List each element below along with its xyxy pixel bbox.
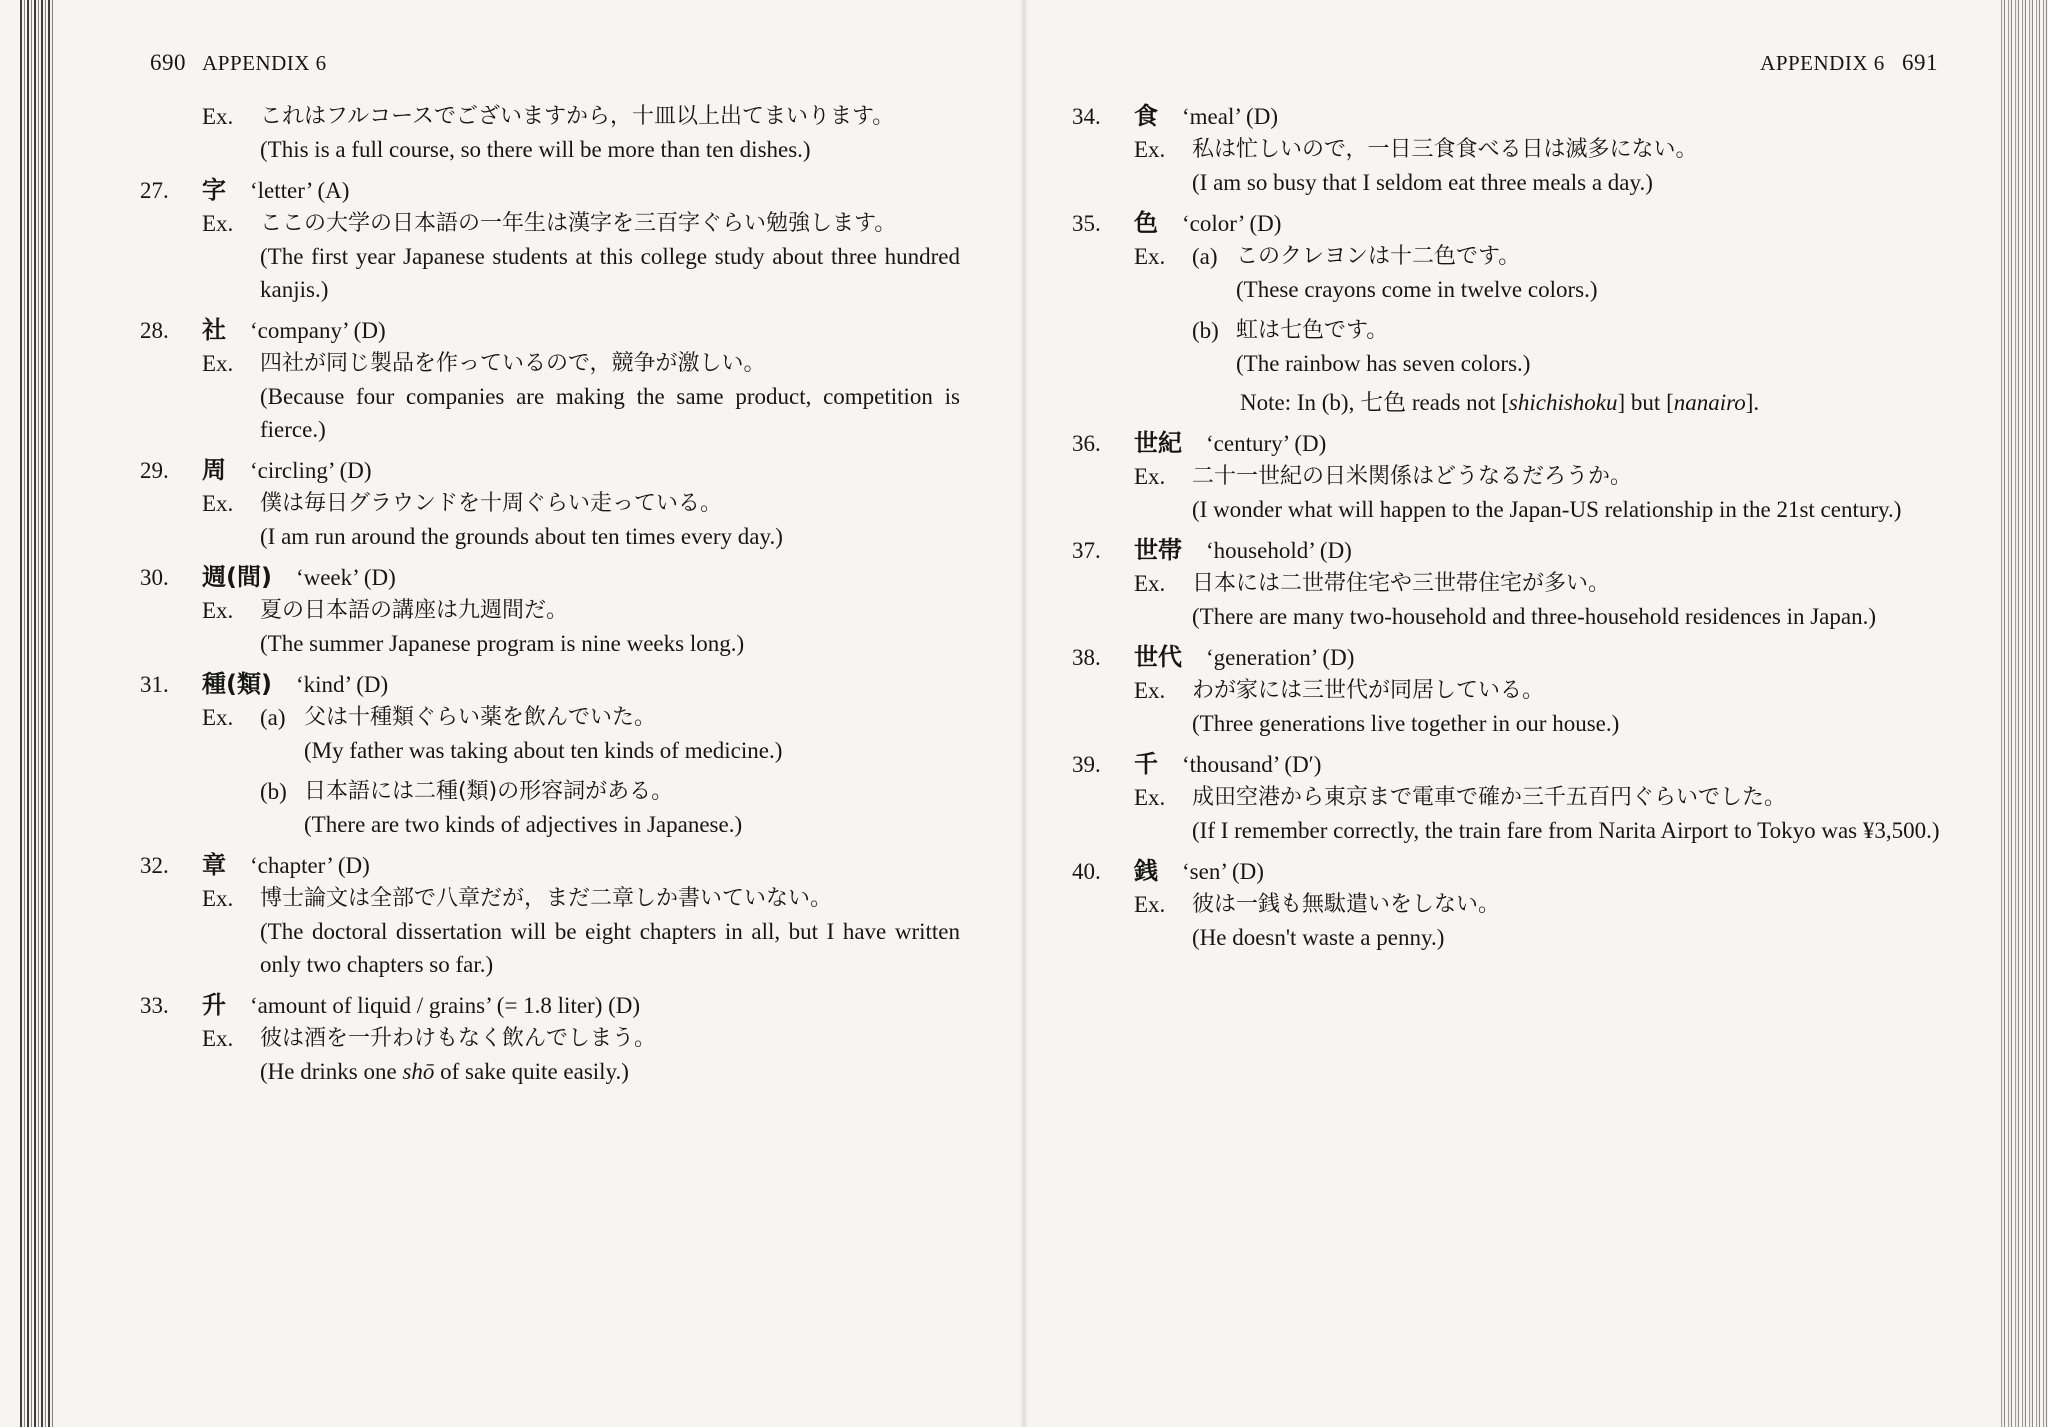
left-content	[140, 100, 960, 1088]
example-translation: (These crayons come in twelve colors.)	[1236, 277, 1598, 302]
sub-example-b	[260, 775, 960, 841]
reading-note	[1240, 386, 1952, 419]
entry-kanji: 種(類)	[202, 670, 272, 698]
example-label: Ex.	[202, 491, 234, 516]
entry-meaning: ‘chapter’ (D)	[250, 853, 370, 878]
example-translation	[260, 1055, 960, 1088]
note-part: ].	[1745, 390, 1760, 415]
left-page-number: 690	[150, 50, 186, 75]
entry-kanji: 章	[202, 851, 226, 879]
example-translation: (The rainbow has seven colors.)	[1236, 351, 1531, 376]
entry-number: 28.	[140, 318, 169, 343]
example-translation: (There are many two-household and three-household residences in Japan.)	[1192, 604, 1877, 629]
entry-36	[1072, 427, 1952, 526]
example-translation: (Three generations live together in our house.)	[1192, 711, 1620, 736]
example-japanese: 僕は毎日グラウンドを十周ぐらい走っている。	[260, 491, 723, 516]
entry-meaning: ‘thousand’ (D′)	[1182, 752, 1322, 777]
entry-number: 36.	[1072, 431, 1101, 456]
right-page	[1024, 0, 2048, 1427]
entry-number: 34.	[1072, 104, 1101, 129]
example-label: Ex.	[202, 104, 234, 129]
example-japanese: これはフルコースでございますから，十皿以上出てまいります。	[260, 104, 895, 129]
example-translation: (This is a full course, so there will be more than ten dishes.)	[260, 137, 811, 162]
entry-number: 31.	[140, 672, 169, 697]
entry-meaning: ‘kind’ (D)	[295, 672, 389, 697]
entry-kanji: 色	[1134, 209, 1158, 237]
example-label: Ex.	[1134, 678, 1166, 703]
entry-meaning: ‘week’ (D)	[295, 565, 396, 590]
example-label: Ex.	[1134, 244, 1166, 269]
example-japanese: 私は忙しいので，一日三食食べる日は滅多にない。	[1192, 137, 1698, 162]
sub-tag: (b)	[1192, 318, 1219, 343]
note-italic: nanairo	[1673, 390, 1746, 415]
entry-meaning: ‘household’ (D)	[1206, 538, 1352, 563]
entry-meaning: ‘letter’ (A)	[250, 178, 350, 203]
right-page-number: 691	[1902, 50, 1938, 75]
entry-39	[1072, 748, 1952, 847]
example-translation: (The summer Japanese program is nine weeks long.)	[260, 631, 745, 656]
entry-40	[1072, 855, 1952, 954]
entry-number: 32.	[140, 853, 169, 878]
example-translation: (He doesn't waste a penny.)	[1192, 925, 1445, 950]
entry-kanji: 升	[202, 991, 226, 1019]
entry-meaning: ‘century’ (D)	[1206, 431, 1327, 456]
note-italic: shichishoku	[1508, 390, 1618, 415]
example-label: Ex.	[1134, 571, 1166, 596]
entry-29	[140, 454, 960, 553]
example-japanese: 彼は酒を一升わけもなく飲んでしまう。	[260, 1026, 657, 1051]
entry-kanji: 世紀	[1134, 429, 1182, 457]
example-translation: (The doctoral dissertation will be eight chapters in all, but I have written only two chapters so far.)	[260, 919, 960, 977]
example-label: Ex.	[1134, 137, 1166, 162]
sub-tag: (b)	[260, 779, 287, 804]
example-translation: (The first year Japanese students at this college study about three hundred kanjis.)	[260, 244, 960, 302]
entry-kanji: 字	[202, 176, 226, 204]
continued-example	[140, 100, 960, 166]
entry-kanji: 千	[1134, 750, 1158, 778]
example-translation: (I am run around the grounds about ten times every day.)	[260, 524, 783, 549]
entry-kanji: 世帯	[1134, 536, 1182, 564]
translation-italic: shō	[402, 1059, 435, 1084]
example-label: Ex.	[202, 351, 234, 376]
example-translation: (I wonder what will happen to the Japan-US relationship in the 21st century.)	[1192, 497, 1902, 522]
example-japanese: 博士論文は全部で八章だが，まだ二章しか書いていない。	[260, 886, 833, 911]
example-japanese: 日本には二世帯住宅や三世帯住宅が多い。	[1192, 571, 1611, 596]
example-japanese: 虹は七色です。	[1236, 318, 1389, 343]
example-label: Ex.	[202, 1026, 234, 1051]
right-running-head-title: APPENDIX 6	[1760, 51, 1885, 75]
entry-number: 30.	[140, 565, 169, 590]
entry-meaning: ‘circling’ (D)	[250, 458, 372, 483]
sub-example-a	[1192, 240, 1952, 306]
entry-kanji: 周	[202, 456, 226, 484]
example-label: Ex.	[1134, 785, 1166, 810]
entry-meaning: ‘amount of liquid / grains’ (= 1.8 liter) (D)	[250, 993, 641, 1018]
example-translation: (Because four companies are making the same product, competition is fierce.)	[260, 384, 960, 442]
entry-35	[1072, 207, 1952, 419]
entry-number: 27.	[140, 178, 169, 203]
example-japanese: 成田空港から東京まで電車で確か三千五百円ぐらいでした。	[1192, 785, 1787, 810]
sub-tag: (a)	[260, 705, 286, 730]
example-label: Ex.	[202, 598, 234, 623]
left-running-head	[150, 50, 327, 76]
left-running-head-title: APPENDIX 6	[202, 51, 327, 75]
example-translation: (My father was taking about ten kinds of medicine.)	[304, 738, 783, 763]
example-japanese: 父は十種類ぐらい薬を飲んでいた。	[304, 705, 657, 730]
entry-kanji: 世代	[1134, 643, 1182, 671]
right-running-head	[1760, 50, 1938, 76]
entry-34	[1072, 100, 1952, 199]
sub-tag: (a)	[1192, 244, 1218, 269]
entry-number: 37.	[1072, 538, 1101, 563]
entry-number: 33.	[140, 993, 169, 1018]
entry-kanji: 社	[202, 316, 226, 344]
example-japanese: 彼は一銭も無駄遣いをしない。	[1192, 892, 1501, 917]
note-part: ] but [	[1617, 390, 1674, 415]
note-part: Note: In (b), 七色 reads not [	[1240, 390, 1509, 415]
entry-38	[1072, 641, 1952, 740]
example-label: Ex.	[1134, 464, 1166, 489]
example-japanese: わが家には三世代が同居している。	[1192, 678, 1545, 703]
entry-number: 29.	[140, 458, 169, 483]
translation-part: (He drinks one	[260, 1059, 403, 1084]
entry-27	[140, 174, 960, 306]
entry-meaning: ‘meal’ (D)	[1182, 104, 1278, 129]
entry-kanji: 食	[1134, 102, 1158, 130]
sub-example-b	[1192, 314, 1952, 380]
entry-kanji: 銭	[1134, 857, 1158, 885]
example-translation: (There are two kinds of adjectives in Japanese.)	[304, 812, 743, 837]
entry-number: 40.	[1072, 859, 1101, 884]
entry-number: 38.	[1072, 645, 1101, 670]
example-japanese: 日本語には二種(類)の形容詞がある。	[304, 779, 674, 804]
entry-30	[140, 561, 960, 660]
entry-meaning: ‘sen’ (D)	[1182, 859, 1264, 884]
example-japanese: このクレヨンは十二色です。	[1236, 244, 1521, 269]
entry-37	[1072, 534, 1952, 633]
example-label: Ex.	[202, 211, 234, 236]
example-japanese: 二十一世紀の日米関係はどうなるだろうか。	[1192, 464, 1633, 489]
entry-32	[140, 849, 960, 981]
entry-number: 39.	[1072, 752, 1101, 777]
entry-kanji: 週(間)	[202, 563, 272, 591]
entry-33	[140, 989, 960, 1088]
translation-part: of sake quite easily.)	[434, 1059, 629, 1084]
entry-meaning: ‘color’ (D)	[1182, 211, 1282, 236]
entry-number: 35.	[1072, 211, 1101, 236]
sub-example-a	[260, 701, 960, 767]
example-translation: (If I remember correctly, the train fare from Narita Airport to Tokyo was ¥3,500.)	[1192, 818, 1940, 843]
entry-meaning: ‘generation’ (D)	[1206, 645, 1355, 670]
example-label: Ex.	[202, 705, 234, 730]
example-japanese: 夏の日本語の講座は九週間だ。	[260, 598, 569, 623]
example-label: Ex.	[202, 886, 234, 911]
entry-31	[140, 668, 960, 841]
right-content	[1072, 100, 1952, 954]
example-japanese: ここの大学の日本語の一年生は漢字を三百字ぐらい勉強します。	[260, 211, 897, 236]
example-label: Ex.	[1134, 892, 1166, 917]
example-japanese: 四社が同じ製品を作っているので，競争が激しい。	[260, 351, 766, 376]
example-translation: (I am so busy that I seldom eat three meals a day.)	[1192, 170, 1653, 195]
entry-28	[140, 314, 960, 446]
entry-meaning: ‘company’ (D)	[250, 318, 386, 343]
